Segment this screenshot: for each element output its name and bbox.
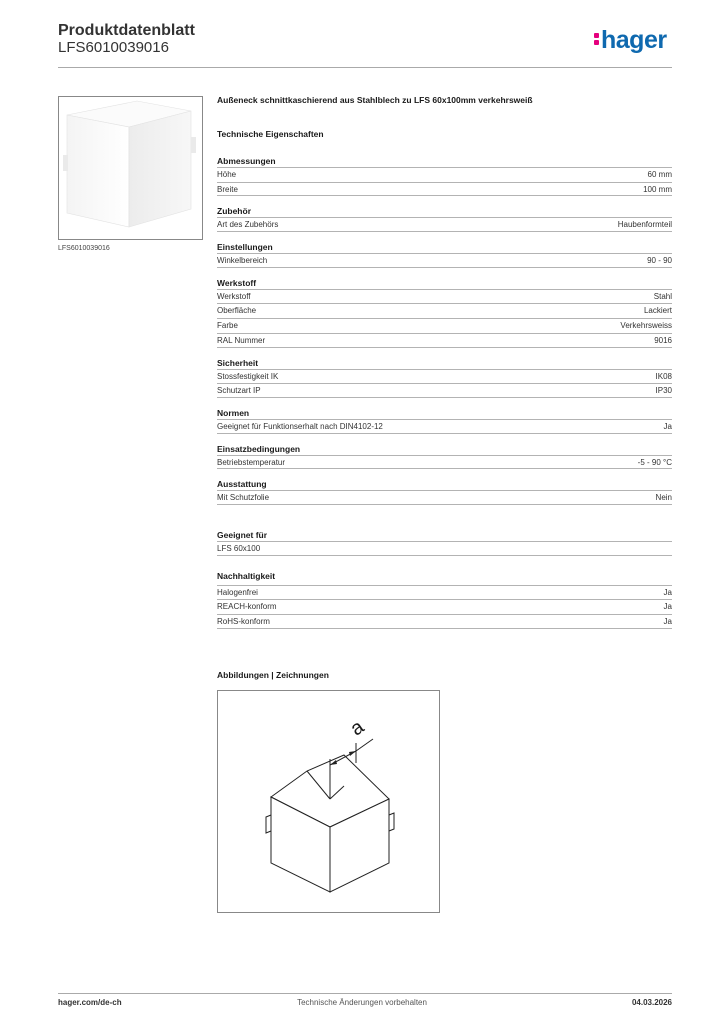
row-label: RoHS-konform: [217, 617, 270, 626]
table-row: [217, 541, 672, 556]
header-divider: [58, 67, 672, 68]
footer-divider: [58, 993, 672, 994]
row-value: IP30: [655, 386, 672, 396]
footer-website-link[interactable]: hager.com/de-ch: [58, 998, 122, 1007]
table-row: [217, 383, 672, 398]
table-row: [217, 490, 672, 505]
section-title: Geeignet für: [217, 529, 268, 540]
section-normen: [217, 407, 672, 434]
hager-logo[interactable]: [594, 26, 667, 55]
dimension-label: a: [346, 715, 369, 741]
table-row: [217, 369, 672, 384]
section-zubehoer: [217, 205, 672, 232]
corner-piece-photo-icon: [59, 97, 202, 239]
row-label: RAL Nummer: [217, 335, 266, 345]
row-value: IK08: [655, 371, 672, 381]
table-row: [217, 419, 672, 434]
section-title: Einstellungen: [217, 242, 273, 253]
row-value: Stahl: [653, 291, 672, 301]
table-row: [217, 253, 672, 268]
drawings-title: Abbildungen | Zeichnungen: [217, 670, 329, 680]
table-row: [217, 289, 672, 304]
product-image: [58, 96, 203, 240]
section-title: Ausstattung: [217, 479, 267, 490]
section-abmessungen: [217, 155, 672, 196]
table-row: [217, 585, 672, 600]
row-value: 90 - 90: [647, 256, 672, 266]
row-label: Farbe: [217, 321, 238, 331]
row-label: Breite: [217, 184, 238, 194]
table-row: [217, 303, 672, 318]
spec-content: [217, 95, 672, 638]
footer-disclaimer: Technische Änderungen vorbehalten: [297, 998, 427, 1007]
row-label: REACH-konform: [217, 602, 277, 612]
section-title: Zubehör: [217, 206, 251, 217]
section-werkstoff: [217, 277, 672, 348]
row-label: Art des Zubehörs: [217, 220, 279, 230]
row-value: 9016: [654, 335, 672, 345]
header-title: Produktdatenblatt: [58, 22, 195, 39]
row-value: 100 mm: [643, 184, 672, 194]
table-row: [217, 318, 672, 333]
row-label: Winkelbereich: [217, 256, 268, 266]
section-sicherheit: [217, 357, 672, 398]
technical-drawing: [217, 690, 440, 913]
table-row: [217, 167, 672, 182]
section-title: Nachhaltigkeit: [217, 570, 276, 581]
footer-date: 04.03.2026: [631, 998, 672, 1007]
row-label: Halogenfrei: [217, 587, 258, 597]
row-value: Ja: [663, 602, 672, 612]
table-row: [217, 333, 672, 348]
row-label: Stossfestigkeit IK: [217, 371, 279, 381]
section-title: Werkstoff: [217, 277, 257, 288]
row-value: Ja: [663, 587, 672, 597]
table-row: [217, 455, 672, 470]
header-product-code: LFS6010039016: [58, 39, 169, 56]
section-title: Sicherheit: [217, 357, 259, 368]
row-label: Geeignet für Funktionserhalt nach DIN4102-12: [217, 421, 383, 431]
section-title: Abmessungen: [217, 156, 276, 166]
row-label: Oberfläche: [217, 306, 257, 316]
row-value: Ja: [663, 617, 672, 626]
section-title: Normen: [217, 407, 250, 418]
section-title: Einsatzbedingungen: [217, 443, 301, 454]
row-value: -5 - 90 °C: [637, 457, 672, 467]
logo-dots-icon: [594, 31, 600, 47]
section-einsatzbedingungen: [217, 443, 672, 470]
row-value: Nein: [655, 493, 672, 503]
row-value: Haubenformteil: [617, 220, 672, 230]
tech-properties-title: Technische Eigenschaften: [217, 129, 324, 139]
section-nachhaltigkeit: [217, 570, 672, 629]
table-row: [217, 182, 672, 197]
table-row: [217, 599, 672, 614]
row-label: LFS 60x100: [217, 543, 261, 553]
section-geeignet-fuer: [217, 529, 672, 556]
product-description: Außeneck schnittkaschierend aus Stahlblech zu LFS 60x100mm verkehrsweiß: [217, 95, 533, 105]
section-einstellungen: [217, 241, 672, 268]
row-value: Verkehrsweiss: [620, 321, 672, 331]
section-ausstattung: [217, 478, 672, 505]
row-label: Mit Schutzfolie: [217, 493, 270, 503]
row-value: Ja: [663, 421, 672, 431]
logo-text: hager: [601, 26, 667, 54]
row-label: Schutzart IP: [217, 386, 261, 396]
table-row: [217, 217, 672, 232]
row-label: Höhe: [217, 170, 237, 179]
row-value: Lackiert: [643, 306, 672, 316]
row-label: Betriebstemperatur: [217, 457, 286, 467]
table-row: [217, 614, 672, 629]
image-caption: LFS6010039016: [58, 245, 110, 252]
row-value: 60 mm: [647, 170, 672, 179]
corner-drawing-icon: [218, 691, 439, 912]
row-label: Werkstoff: [217, 291, 251, 301]
